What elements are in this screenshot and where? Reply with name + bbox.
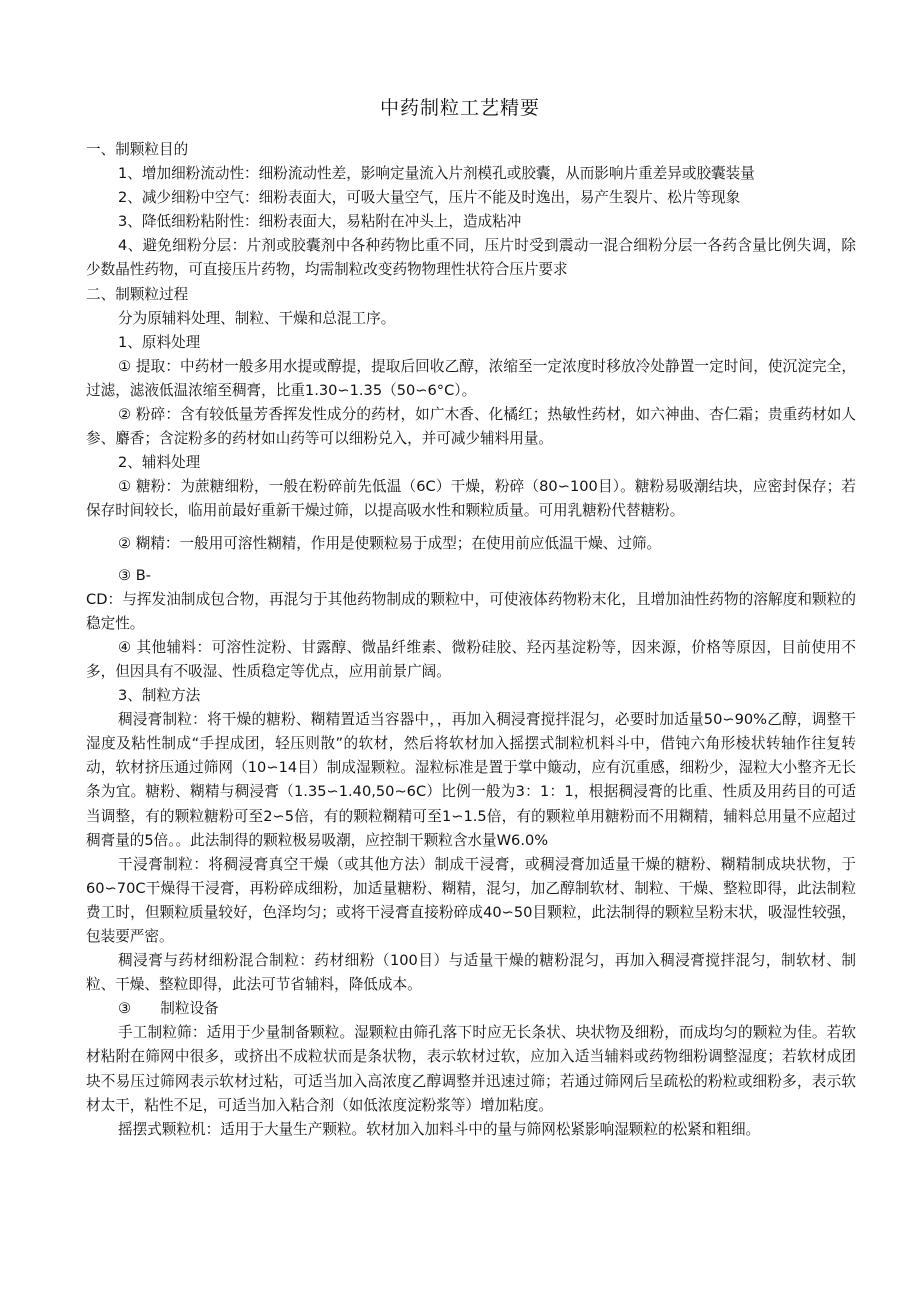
paragraph: ③ B- <box>118 566 151 584</box>
spacer <box>86 524 856 532</box>
paragraph: ① 糖粉：为蔗糖细粉，一般在粉碎前先低温（6C）干燥，粉碎（80∽100目）。糖粉易吸潮结块，应密封保存；若保存时间较长，临用前最好重新干燥过筛，以提高吸水性和颗粒质量。可用乳糖粉代替糖粉。 <box>86 478 856 520</box>
section-heading: 二、制颗粒过程 <box>86 285 189 303</box>
paragraph: 干浸膏制粒：将稠浸膏真空干燥（或其他方法）制成干浸膏，或稠浸膏加适量干燥的糖粉、糊精制成块状物，于60∽70C干燥得干浸膏，再粉碎成细粉，加适量糖粉、糊精，混匀，加乙醇制软材、制粒、干燥、整粒即得，此法制粒费工时，但颗粒质量较好，色泽均匀；或将干浸膏直接粉碎成40∽50目颗粒，此法制得的颗粒呈粉末状，吸湿性较强，包装要严密。 <box>86 855 856 945</box>
paragraph: ② 糊精：一般用可溶性糊精，作用是使颗粒易于成型；在使用前应低温干燥、过筛。 <box>118 534 662 552</box>
document-body <box>86 138 856 1142</box>
paragraph: 2、减少细粉中空气：细粉表面大，可吸大量空气，压片不能及时逸出，易产生裂片、松片等现象 <box>118 189 741 207</box>
page-title: 中药制粒工艺精要 <box>379 97 540 119</box>
paragraph: 摇摆式颗粒机：适用于大量生产颗粒。软材加入加料斗中的量与筛网松紧影响湿颗粒的松紧和粗细。 <box>118 1120 761 1138</box>
paragraph: ② 粉碎：含有较低量芳香挥发性成分的药材，如广木香、化橘红；热敏性药材，如六神曲、杏仁霜；贵重药材如人参、麝香；含淀粉多的药材如山药等可以细粉兑入，并可减少辅料用量。 <box>86 406 856 448</box>
subsection-heading: 3、制粒方法 <box>118 687 201 705</box>
spacer <box>86 556 856 564</box>
paragraph: 分为原辅料处理、制粒、干燥和总混工序。 <box>118 309 396 327</box>
paragraph: ① 提取：中药材一般多用水提或醇提，提取后回收乙醇，浓缩至一定浓度时移放冷处静置一定时间，使沉淀完全，过滤，滤液低温浓缩至稠膏，比重1.30∽1.35（50∽6°C）。 <box>86 357 856 399</box>
paragraph: 稠浸膏制粒：将干燥的糖粉、糊精置适当容器中，，再加入稠浸膏搅拌混匀，必要时加适量50∽90%乙醇，调整干湿度及粘性制成“手捏成团，轻压则散”的软材，然后将软材加入摇摆式制粒机料斗中，借钝六角形棱状转轴作往复转动，软材挤压通过筛网（10∽14目）制成湿颗粒。湿粒标准是置于掌中簸动，应有沉重感，细粉少，湿粒大小整齐无长条为宜。糖粉、糊精与稠浸膏（1.35∽1.40,50~6C）比例一般为3：1：1，根据稠浸膏的比重、性质及用药目的可适当调整，有的颗粒糖粉可至2∽5倍，有的颗粒糊精可至1∽1.5倍，有的颗粒单用糖粉而不用糊精，辅料总用量不应超过稠膏量的5倍。。此法制得的颗粒极易吸潮，应控制干颗粒含水量W6.0% <box>86 711 856 849</box>
subsection-heading: 1、原料处理 <box>118 333 201 351</box>
paragraph: 4、避免细粉分层：片剂或胶囊剂中各种药物比重不同，压片时受到震动一混合细粉分层一各药含量比例失调，除少数晶性药物，可直接压片药物，均需制粒改变药物物理性状符合压片要求 <box>86 237 856 279</box>
paragraph: 1、增加细粉流动性：细粉流动性差，影响定量流入片剂模孔或胶囊，从而影响片重差异或胶囊装量 <box>118 165 755 183</box>
subsection-heading: 2、辅料处理 <box>118 454 201 472</box>
subsection-heading: ③ 制粒设备 <box>118 1000 219 1018</box>
paragraph: CD：与挥发油制成包合物，再混匀于其他药物制成的颗粒中，可使液体药物粉末化，且增加油性药物的溶解度和颗粒的稳定性。 <box>86 590 856 632</box>
paragraph: 3、降低细粉粘附性：细粉表面大，易粘附在冲头上，造成粘冲 <box>118 213 522 231</box>
paragraph: 手工制粒筛：适用于少量制备颗粒。湿颗粒由筛孔落下时应无长条状、块状物及细粉，而成均匀的颗粒为佳。若软材粘附在筛网中很多，或挤出不成粒状而是条状物，表示软材过软，应加入适当辅料或药物细粉调整湿度；若软材成团块不易压过筛网表示软材过粘，可适当加入高浓度乙醇调整并迅速过筛；若通过筛网后呈疏松的粉粒或细粉多，表示软材太干，粘性不足，可适当加入粘合剂（如低浓度淀粉浆等）增加粘度。 <box>86 1024 856 1114</box>
paragraph: ④ 其他辅料：可溶性淀粉、甘露醇、微晶纤维素、微粉硅胶、羟丙基淀粉等，因来源，价格等原因，目前使用不多，但因具有不吸湿、性质稳定等优点，应用前景广阔。 <box>86 638 856 680</box>
paragraph: 稠浸膏与药材细粉混合制粒：药材细粉（100目）与适量干燥的糖粉混匀，再加入稠浸膏搅拌混匀，制软材、制粒、干燥、整粒即得，此法可节省辅料，降低成本。 <box>86 952 856 994</box>
section-heading: 一、制颗粒目的 <box>86 141 189 158</box>
